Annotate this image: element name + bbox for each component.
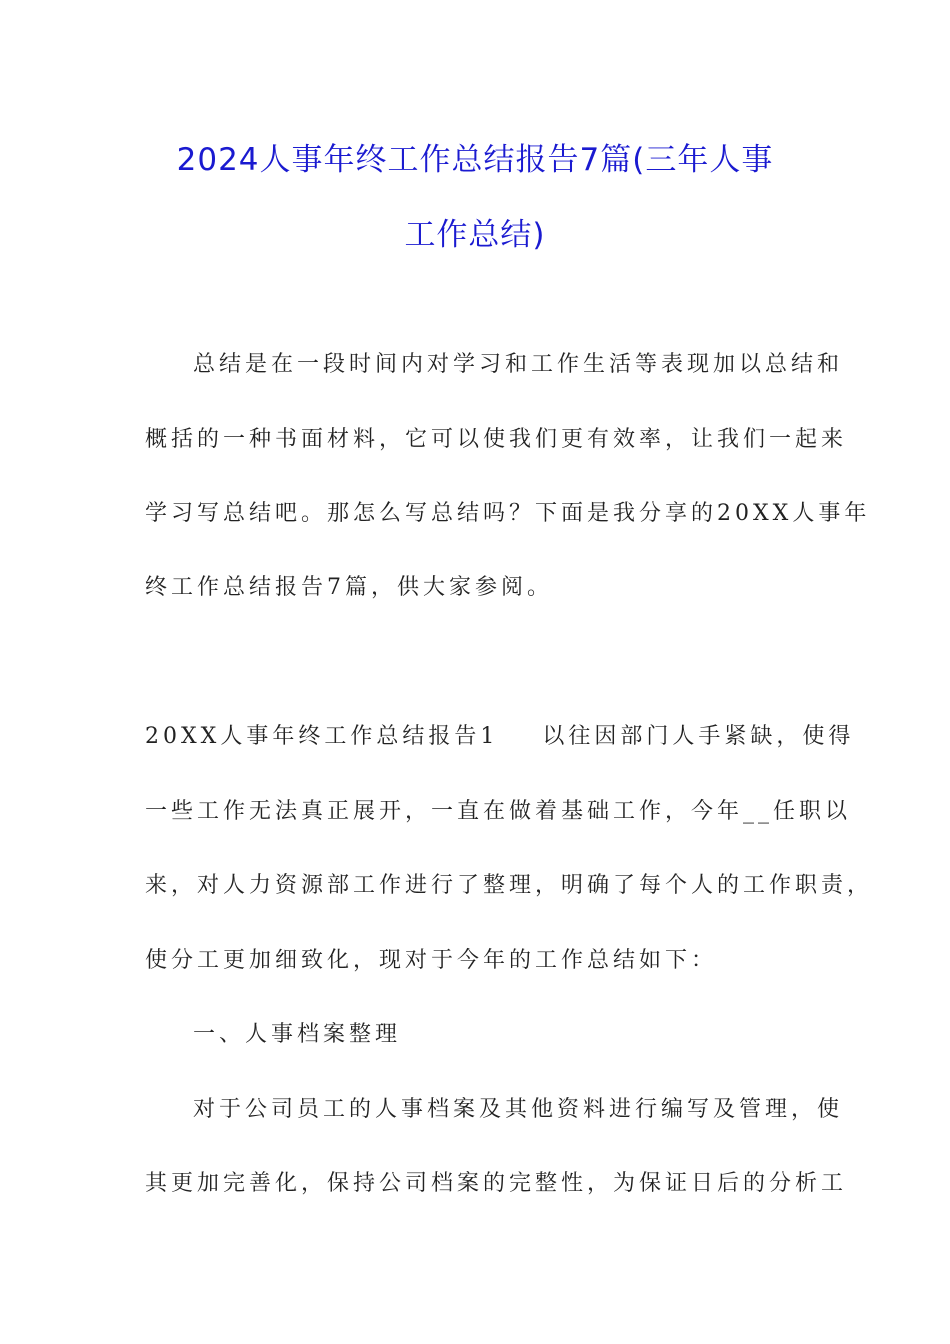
- document-title-line-2: 工作总结): [404, 217, 546, 253]
- intro-line-1: 总结是在一段时间内对学习和工作生活等表现加以总结和: [193, 352, 844, 377]
- section-1-first-line: [145, 719, 855, 750]
- section-1-heading: 20XX人事年终工作总结报告1: [145, 724, 499, 749]
- subsection-1-line-2: 其更加完善化，保持公司档案的完整性，为保证日后的分析工: [145, 1171, 848, 1196]
- intro-line-4: 终工作总结报告7篇，供大家参阅。: [145, 575, 553, 600]
- section-1-line-4: 使分工更加细致化，现对于今年的工作总结如下：: [145, 948, 718, 973]
- intro-line-3: 学习写总结吧。那怎么写总结吗？下面是我分享的20XX人事年: [145, 501, 871, 526]
- subsection-1-heading: 一、人事档案整理: [193, 1022, 402, 1047]
- intro-line-2: 概括的一种书面材料，它可以使我们更有效率，让我们一起来: [145, 427, 848, 452]
- subsection-1-line-1: 对于公司员工的人事档案及其他资料进行编写及管理，使: [193, 1097, 844, 1122]
- section-1-line-1-rest: 以往因部门人手紧缺，使得: [542, 724, 855, 749]
- section-1-line-2: 一些工作无法真正展开，一直在做着基础工作，今年__任职以: [145, 799, 852, 824]
- document-title-line-1: 2024人事年终工作总结报告7篇(三年人事: [176, 142, 774, 178]
- section-1-line-3: 来，对人力资源部工作进行了整理，明确了每个人的工作职责，: [145, 873, 874, 898]
